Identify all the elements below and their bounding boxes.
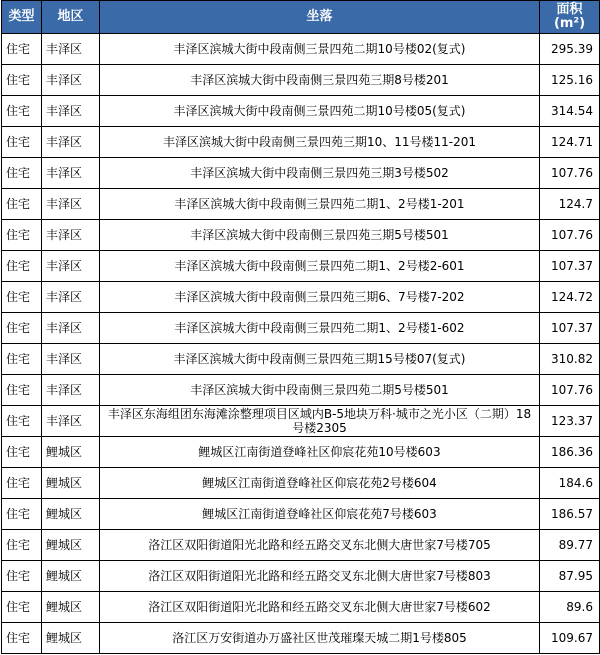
- cell-area: 丰泽区: [42, 158, 100, 189]
- cell-type: 住宅: [2, 251, 42, 282]
- cell-size: 89.6: [540, 592, 600, 623]
- cell-address: 丰泽区滨城大街中段南侧三景四苑三期5号楼501: [100, 220, 540, 251]
- cell-address: 洛江区万安街道办万盛社区世茂璀璨天城二期1号楼805: [100, 623, 540, 654]
- cell-address: 丰泽区滨城大街中段南侧三景四苑三期6、7号楼7-202: [100, 282, 540, 313]
- cell-size: 107.37: [540, 251, 600, 282]
- cell-size: 184.6: [540, 468, 600, 499]
- header-row: [2, 1, 600, 34]
- table-row: [2, 158, 600, 189]
- header-size-label: 面积: [556, 2, 583, 17]
- cell-size: 314.54: [540, 96, 600, 127]
- cell-size: 87.95: [540, 561, 600, 592]
- cell-size: 124.71: [540, 127, 600, 158]
- cell-type: 住宅: [2, 623, 42, 654]
- cell-size: 124.7: [540, 189, 600, 220]
- table-row: [2, 437, 600, 468]
- cell-type: 住宅: [2, 344, 42, 375]
- cell-address: 丰泽区滨城大街中段南侧三景四苑二期1、2号楼1-602: [100, 313, 540, 344]
- cell-size: 186.57: [540, 499, 600, 530]
- cell-type: 住宅: [2, 220, 42, 251]
- cell-size: 107.76: [540, 375, 600, 406]
- table-row: [2, 592, 600, 623]
- table-row: [2, 623, 600, 654]
- cell-type: 住宅: [2, 189, 42, 220]
- table-row: [2, 375, 600, 406]
- header-type: 类型: [2, 1, 42, 34]
- cell-size: 107.76: [540, 158, 600, 189]
- cell-area: 丰泽区: [42, 127, 100, 158]
- cell-type: 住宅: [2, 96, 42, 127]
- cell-type: 住宅: [2, 65, 42, 96]
- cell-type: 住宅: [2, 530, 42, 561]
- cell-address: 鲤城区江南街道登峰社区仰宸花苑2号楼604: [100, 468, 540, 499]
- cell-type: 住宅: [2, 468, 42, 499]
- cell-type: 住宅: [2, 592, 42, 623]
- header-address: 坐落: [100, 1, 540, 34]
- cell-address: 丰泽区滨城大街中段南侧三景四苑三期3号楼502: [100, 158, 540, 189]
- cell-type: 住宅: [2, 158, 42, 189]
- cell-area: 鲤城区: [42, 499, 100, 530]
- table-row: [2, 344, 600, 375]
- table-row: [2, 251, 600, 282]
- cell-type: 住宅: [2, 406, 42, 437]
- cell-address: 洛江区双阳街道阳光北路和经五路交叉东北侧大唐世家7号楼803: [100, 561, 540, 592]
- table-row: [2, 468, 600, 499]
- cell-address: 丰泽区滨城大街中段南侧三景四苑二期5号楼501: [100, 375, 540, 406]
- cell-type: 住宅: [2, 34, 42, 65]
- cell-size: 125.16: [540, 65, 600, 96]
- cell-area: 丰泽区: [42, 65, 100, 96]
- cell-address: 丰泽区滨城大街中段南侧三景四苑三期15号楼07(复式): [100, 344, 540, 375]
- cell-area: 丰泽区: [42, 375, 100, 406]
- cell-size: 123.37: [540, 406, 600, 437]
- table-row: [2, 127, 600, 158]
- cell-type: 住宅: [2, 282, 42, 313]
- cell-address: 丰泽区滨城大街中段南侧三景四苑二期10号楼05(复式): [100, 96, 540, 127]
- cell-type: 住宅: [2, 499, 42, 530]
- cell-address: 丰泽区滨城大街中段南侧三景四苑三期8号楼201: [100, 65, 540, 96]
- cell-address: 鲤城区江南街道登峰社区仰宸花苑7号楼603: [100, 499, 540, 530]
- cell-type: 住宅: [2, 127, 42, 158]
- table-row: [2, 282, 600, 313]
- cell-address: 鲤城区江南街道登峰社区仰宸花苑10号楼603: [100, 437, 540, 468]
- cell-size: 310.82: [540, 344, 600, 375]
- cell-address: 洛江区双阳街道阳光北路和经五路交叉东北侧大唐世家7号楼705: [100, 530, 540, 561]
- header-area: 地区: [42, 1, 100, 34]
- cell-size: 109.67: [540, 623, 600, 654]
- cell-size: 107.76: [540, 220, 600, 251]
- cell-area: 丰泽区: [42, 96, 100, 127]
- table-row: [2, 220, 600, 251]
- cell-type: 住宅: [2, 313, 42, 344]
- cell-type: 住宅: [2, 437, 42, 468]
- table-row: [2, 34, 600, 65]
- cell-area: 丰泽区: [42, 189, 100, 220]
- cell-area: 鲤城区: [42, 530, 100, 561]
- cell-area: 鲤城区: [42, 437, 100, 468]
- table-row: [2, 313, 600, 344]
- table-row: [2, 561, 600, 592]
- cell-area: 丰泽区: [42, 251, 100, 282]
- cell-area: 鲤城区: [42, 561, 100, 592]
- cell-size: 186.36: [540, 437, 600, 468]
- cell-address: 丰泽区滨城大街中段南侧三景四苑二期1、2号楼1-201: [100, 189, 540, 220]
- property-table: [1, 0, 600, 654]
- cell-address: 丰泽区滨城大街中段南侧三景四苑三期10、11号楼11-201: [100, 127, 540, 158]
- cell-area: 丰泽区: [42, 406, 100, 437]
- cell-area: 丰泽区: [42, 282, 100, 313]
- cell-area: 丰泽区: [42, 220, 100, 251]
- cell-address: 丰泽区东海组团东海滩涂整理项目区域内B-5地块万科·城市之光小区（二期）18号楼2305: [100, 406, 540, 437]
- table-row: [2, 65, 600, 96]
- cell-area: 丰泽区: [42, 344, 100, 375]
- cell-address: 丰泽区滨城大街中段南侧三景四苑二期1、2号楼2-601: [100, 251, 540, 282]
- cell-type: 住宅: [2, 561, 42, 592]
- table-row: [2, 530, 600, 561]
- header-size: [540, 1, 600, 34]
- cell-size: 107.37: [540, 313, 600, 344]
- table-row: [2, 189, 600, 220]
- table-row: [2, 96, 600, 127]
- table-row: [2, 406, 600, 437]
- cell-size: 295.39: [540, 34, 600, 65]
- cell-area: 鲤城区: [42, 468, 100, 499]
- cell-area: 丰泽区: [42, 34, 100, 65]
- cell-address: 丰泽区滨城大街中段南侧三景四苑二期10号楼02(复式): [100, 34, 540, 65]
- cell-area: 鲤城区: [42, 623, 100, 654]
- cell-area: 丰泽区: [42, 313, 100, 344]
- cell-area: 鲤城区: [42, 592, 100, 623]
- cell-size: 89.77: [540, 530, 600, 561]
- table-row: [2, 499, 600, 530]
- header-size-unit: (m²): [553, 16, 586, 31]
- cell-address: 洛江区双阳街道阳光北路和经五路交叉东北侧大唐世家7号楼602: [100, 592, 540, 623]
- cell-type: 住宅: [2, 375, 42, 406]
- cell-size: 124.72: [540, 282, 600, 313]
